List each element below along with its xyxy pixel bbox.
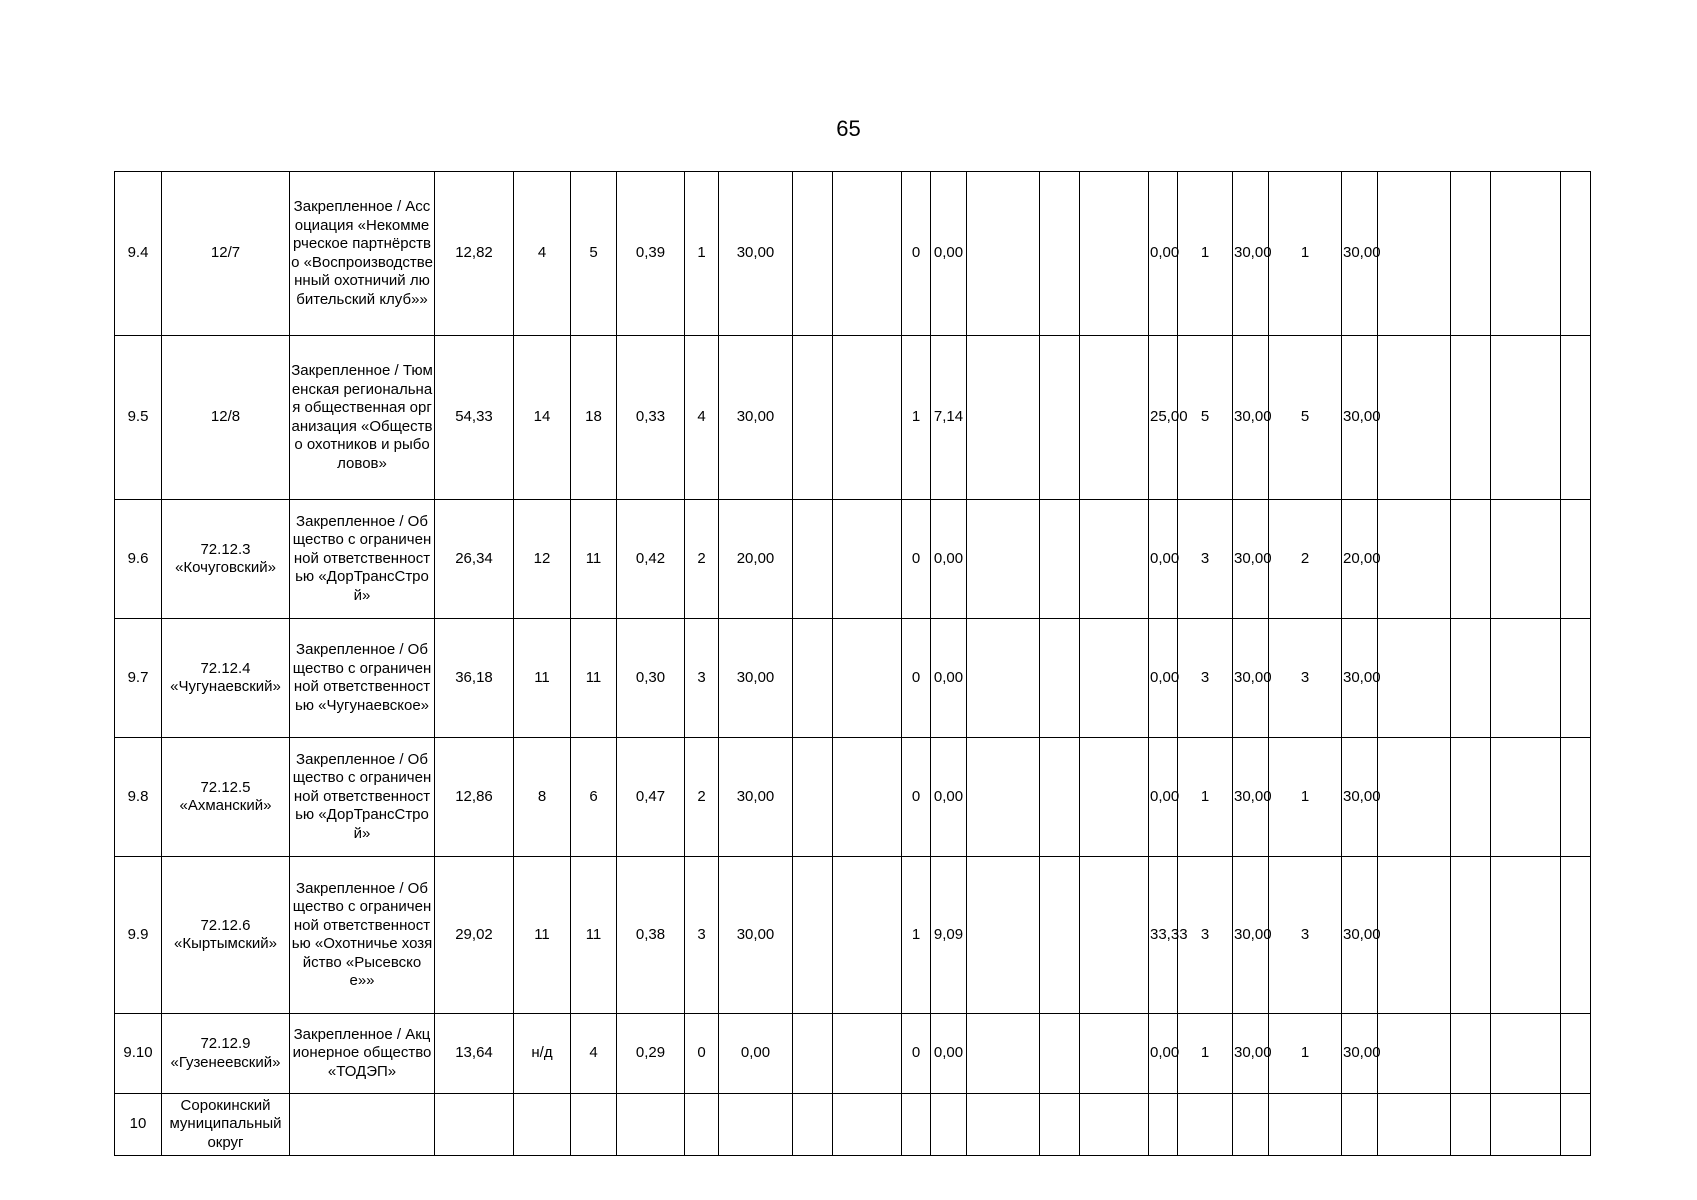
table-cell-col-20: 1 — [1269, 1014, 1342, 1094]
table-cell-col-20: 3 — [1269, 619, 1342, 738]
table-cell-col-6: 18 — [571, 336, 617, 500]
table-row — [115, 857, 1591, 1014]
table-cell-density: 0,29 — [617, 1014, 685, 1094]
table-cell-organization: Закрепленное / Акционерное общество «ТОДЭП» — [290, 1014, 435, 1094]
table-cell-col-20: 1 — [1269, 738, 1342, 857]
table-cell-col-17: 0,00 — [1149, 500, 1178, 619]
table-cell-col-19: 30,00 — [1233, 1014, 1269, 1094]
table-cell-col-18: 5 — [1178, 336, 1233, 500]
table-cell-col-23 — [1451, 738, 1491, 857]
table-cell-col-8: 3 — [685, 619, 719, 738]
table-cell-empty — [1561, 738, 1591, 857]
table-cell-row-number: 9.7 — [115, 619, 162, 738]
table-cell-col-22 — [1378, 336, 1451, 500]
table-cell-row-number: 9.8 — [115, 738, 162, 857]
table-cell-col-24 — [1491, 500, 1561, 619]
table-cell-percent: 30,00 — [719, 738, 793, 857]
table-cell-col-17: 25,00 — [1149, 336, 1178, 500]
table-row — [115, 500, 1591, 619]
table-cell-col-18: 3 — [1178, 500, 1233, 619]
table-cell-col-18: 3 — [1178, 619, 1233, 738]
table-row — [115, 336, 1591, 500]
table-cell-percent: 30,00 — [719, 172, 793, 336]
table-cell-col-20: 1 — [1269, 172, 1342, 336]
table-cell-col-15 — [1040, 1014, 1080, 1094]
table-cell-col-5: 11 — [514, 857, 571, 1014]
table-cell-percent: 0,00 — [719, 1014, 793, 1094]
hunting-grounds-table — [114, 171, 1591, 1156]
table-cell-col-6: 11 — [571, 857, 617, 1014]
table-row — [115, 1014, 1591, 1094]
table-cell-col-19: 30,00 — [1233, 336, 1269, 500]
table-cell-row-number: 9.5 — [115, 336, 162, 500]
table-row — [115, 738, 1591, 857]
table-cell-col-13: 0,00 — [931, 500, 967, 619]
table-cell-area-name: 72.12.3 «Кочуговский» — [162, 500, 290, 619]
table-cell-col-22 — [1378, 857, 1451, 1014]
table-cell-col-24 — [1491, 619, 1561, 738]
table-cell-col-10 — [793, 500, 833, 619]
table-cell-col-19 — [1233, 1094, 1269, 1156]
table-cell-organization: Закрепленное / Тюменская региональная общественная организация «Общество охотников и рыболовов» — [290, 336, 435, 500]
table-cell-col-8: 3 — [685, 857, 719, 1014]
table-cell-col-11 — [833, 336, 902, 500]
table-cell-col-22 — [1378, 1094, 1451, 1156]
table-cell-col-21: 30,00 — [1342, 619, 1378, 738]
table-cell-col-8: 1 — [685, 172, 719, 336]
table-cell-area-name: 12/7 — [162, 172, 290, 336]
table-cell-area-value: 36,18 — [435, 619, 514, 738]
table-cell-col-5: 12 — [514, 500, 571, 619]
table-cell-col-5: 14 — [514, 336, 571, 500]
table-cell-empty — [1561, 857, 1591, 1014]
table-cell-density: 0,30 — [617, 619, 685, 738]
table-row — [115, 172, 1591, 336]
table-cell-col-17: 0,00 — [1149, 619, 1178, 738]
table-cell-col-18: 1 — [1178, 738, 1233, 857]
table-cell-density: 0,33 — [617, 336, 685, 500]
table-cell-col-23 — [1451, 619, 1491, 738]
table-cell-area-name: 72.12.9 «Гузенеевский» — [162, 1014, 290, 1094]
table-cell-col-6: 11 — [571, 619, 617, 738]
table-cell-empty — [1561, 619, 1591, 738]
table-cell-col-20 — [1269, 1094, 1342, 1156]
table-cell-area-name: Сорокинский муниципальный округ — [162, 1094, 290, 1156]
table-cell-col-5: 11 — [514, 619, 571, 738]
table-cell-col-22 — [1378, 500, 1451, 619]
table-cell-col-8: 2 — [685, 500, 719, 619]
table-cell-col-18: 1 — [1178, 172, 1233, 336]
table-cell-col-12: 0 — [902, 619, 931, 738]
table-cell-col-15 — [1040, 336, 1080, 500]
table-cell-col-12: 0 — [902, 738, 931, 857]
table-cell-col-24 — [1491, 1014, 1561, 1094]
table-cell-col-13: 0,00 — [931, 619, 967, 738]
table-cell-col-14 — [967, 500, 1040, 619]
table-cell-col-14 — [967, 738, 1040, 857]
table-cell-col-5: 4 — [514, 172, 571, 336]
table-cell-density: 0,39 — [617, 172, 685, 336]
table-cell-empty — [1561, 1014, 1591, 1094]
table-cell-col-20: 3 — [1269, 857, 1342, 1014]
table-cell-col-11 — [833, 619, 902, 738]
table-cell-col-17 — [1149, 1094, 1178, 1156]
table-cell-density: 0,42 — [617, 500, 685, 619]
table-cell-col-10 — [793, 1014, 833, 1094]
table-cell-col-12: 0 — [902, 172, 931, 336]
table-cell-col-13: 0,00 — [931, 172, 967, 336]
table-cell-col-8: 4 — [685, 336, 719, 500]
table-cell-area-name: 12/8 — [162, 336, 290, 500]
table-cell-col-23 — [1451, 857, 1491, 1014]
table-cell-col-23 — [1451, 336, 1491, 500]
table-cell-col-11 — [833, 738, 902, 857]
table-cell-col-18: 3 — [1178, 857, 1233, 1014]
table-cell-area-value — [435, 1094, 514, 1156]
table-cell-col-24 — [1491, 738, 1561, 857]
table-cell-area-name: 72.12.4 «Чугунаевский» — [162, 619, 290, 738]
table-cell-area-value: 29,02 — [435, 857, 514, 1014]
table-cell-col-24 — [1491, 336, 1561, 500]
table-cell-col-14 — [967, 1094, 1040, 1156]
table-cell-organization: Закрепленное / Общество с ограниченной ответственностью «ДорТрансСтрой» — [290, 738, 435, 857]
table-cell-col-14 — [967, 619, 1040, 738]
table-cell-col-5: н/д — [514, 1014, 571, 1094]
table-cell-col-5 — [514, 1094, 571, 1156]
table-cell-col-16 — [1080, 1014, 1149, 1094]
table-cell-col-18: 1 — [1178, 1014, 1233, 1094]
table-cell-organization — [290, 1094, 435, 1156]
table-cell-col-10 — [793, 619, 833, 738]
table-cell-col-18 — [1178, 1094, 1233, 1156]
table-cell-col-16 — [1080, 500, 1149, 619]
table-cell-col-8: 0 — [685, 1014, 719, 1094]
table-cell-row-number: 9.6 — [115, 500, 162, 619]
table-cell-col-12: 1 — [902, 336, 931, 500]
table-cell-col-16 — [1080, 172, 1149, 336]
table-cell-col-15 — [1040, 857, 1080, 1014]
table-cell-col-19: 30,00 — [1233, 172, 1269, 336]
page-number: 65 — [836, 116, 861, 141]
table-cell-col-12: 0 — [902, 1014, 931, 1094]
table-cell-col-11 — [833, 500, 902, 619]
table-cell-col-10 — [793, 172, 833, 336]
table-cell-density: 0,47 — [617, 738, 685, 857]
table-cell-col-12: 0 — [902, 500, 931, 619]
table-cell-col-5: 8 — [514, 738, 571, 857]
table-cell-col-6: 5 — [571, 172, 617, 336]
table-cell-col-15 — [1040, 172, 1080, 336]
table-cell-row-number: 10 — [115, 1094, 162, 1156]
table-cell-col-21: 30,00 — [1342, 738, 1378, 857]
table-cell-col-24 — [1491, 857, 1561, 1014]
table-cell-col-17: 0,00 — [1149, 172, 1178, 336]
table-cell-col-15 — [1040, 619, 1080, 738]
table-cell-area-value: 54,33 — [435, 336, 514, 500]
table-cell-col-11 — [833, 1094, 902, 1156]
table-cell-percent — [719, 1094, 793, 1156]
table-cell-area-value: 12,82 — [435, 172, 514, 336]
table-cell-col-13: 0,00 — [931, 738, 967, 857]
table-cell-col-23 — [1451, 172, 1491, 336]
table-cell-col-22 — [1378, 1014, 1451, 1094]
table-cell-col-19: 30,00 — [1233, 738, 1269, 857]
table-cell-col-22 — [1378, 619, 1451, 738]
table-cell-col-14 — [967, 1014, 1040, 1094]
table-cell-col-6: 6 — [571, 738, 617, 857]
table-row — [115, 619, 1591, 738]
table-cell-col-11 — [833, 857, 902, 1014]
table-cell-organization: Закрепленное / Общество с ограниченной ответственностью «Чугунаевское» — [290, 619, 435, 738]
table-cell-col-17: 33,33 — [1149, 857, 1178, 1014]
table-cell-col-13 — [931, 1094, 967, 1156]
table-cell-col-23 — [1451, 500, 1491, 619]
table-cell-col-21: 30,00 — [1342, 172, 1378, 336]
table-cell-area-value: 13,64 — [435, 1014, 514, 1094]
table-cell-col-11 — [833, 172, 902, 336]
table-cell-row-number: 9.9 — [115, 857, 162, 1014]
table-cell-col-11 — [833, 1014, 902, 1094]
table-cell-col-8 — [685, 1094, 719, 1156]
table-cell-row-number: 9.10 — [115, 1014, 162, 1094]
table-cell-col-14 — [967, 336, 1040, 500]
table-cell-row-number: 9.4 — [115, 172, 162, 336]
table-cell-percent: 20,00 — [719, 500, 793, 619]
table-cell-percent: 30,00 — [719, 857, 793, 1014]
table-cell-col-24 — [1491, 172, 1561, 336]
table-cell-col-10 — [793, 738, 833, 857]
table-cell-area-value: 26,34 — [435, 500, 514, 619]
table-cell-col-14 — [967, 857, 1040, 1014]
table-cell-col-21: 20,00 — [1342, 500, 1378, 619]
table-cell-col-10 — [793, 1094, 833, 1156]
table-cell-col-14 — [967, 172, 1040, 336]
table-cell-col-21 — [1342, 1094, 1378, 1156]
table-cell-col-13: 9,09 — [931, 857, 967, 1014]
table-cell-empty — [1561, 500, 1591, 619]
table-cell-col-17: 0,00 — [1149, 738, 1178, 857]
table-cell-organization: Закрепленное / Ассоциация «Некоммерческое партнёрство «Воспроизводстве нный охотничий любительский клуб»» — [290, 172, 435, 336]
table-cell-area-name: 72.12.6 «Кыртымский» — [162, 857, 290, 1014]
table-cell-area-name: 72.12.5 «Ахманский» — [162, 738, 290, 857]
table-cell-col-13: 0,00 — [931, 1014, 967, 1094]
table-cell-col-16 — [1080, 857, 1149, 1014]
table-cell-col-16 — [1080, 619, 1149, 738]
table-cell-col-6: 11 — [571, 500, 617, 619]
table-cell-col-15 — [1040, 738, 1080, 857]
table-cell-col-23 — [1451, 1014, 1491, 1094]
table-cell-density: 0,38 — [617, 857, 685, 1014]
table-cell-col-12 — [902, 1094, 931, 1156]
table-cell-col-13: 7,14 — [931, 336, 967, 500]
table-cell-col-20: 2 — [1269, 500, 1342, 619]
table-cell-col-6 — [571, 1094, 617, 1156]
table-cell-col-22 — [1378, 172, 1451, 336]
table-cell-col-21: 30,00 — [1342, 857, 1378, 1014]
table-cell-col-6: 4 — [571, 1014, 617, 1094]
table-cell-percent: 30,00 — [719, 336, 793, 500]
table-cell-col-16 — [1080, 738, 1149, 857]
table-cell-col-10 — [793, 336, 833, 500]
table-cell-col-15 — [1040, 500, 1080, 619]
table-cell-density — [617, 1094, 685, 1156]
table-cell-col-12: 1 — [902, 857, 931, 1014]
table-row — [115, 1094, 1591, 1156]
table-cell-empty — [1561, 1094, 1591, 1156]
table-cell-col-19: 30,00 — [1233, 619, 1269, 738]
table-cell-col-8: 2 — [685, 738, 719, 857]
table-cell-col-23 — [1451, 1094, 1491, 1156]
table-cell-empty — [1561, 336, 1591, 500]
table-cell-organization: Закрепленное / Общество с ограниченной ответственностью «ДорТрансСтрой» — [290, 500, 435, 619]
table-cell-col-10 — [793, 857, 833, 1014]
table-cell-col-24 — [1491, 1094, 1561, 1156]
table-cell-col-21: 30,00 — [1342, 1014, 1378, 1094]
table-cell-col-19: 30,00 — [1233, 857, 1269, 1014]
table-cell-col-22 — [1378, 738, 1451, 857]
table-cell-organization: Закрепленное / Общество с ограниченной ответственностью «Охотничье хозяйство «Рысевское»» — [290, 857, 435, 1014]
table-cell-col-16 — [1080, 336, 1149, 500]
table-cell-col-17: 0,00 — [1149, 1014, 1178, 1094]
table-cell-col-20: 5 — [1269, 336, 1342, 500]
table-cell-col-21: 30,00 — [1342, 336, 1378, 500]
table-cell-col-16 — [1080, 1094, 1149, 1156]
table-cell-area-value: 12,86 — [435, 738, 514, 857]
table-cell-percent: 30,00 — [719, 619, 793, 738]
table-cell-empty — [1561, 172, 1591, 336]
table-cell-col-15 — [1040, 1094, 1080, 1156]
table-cell-col-19: 30,00 — [1233, 500, 1269, 619]
